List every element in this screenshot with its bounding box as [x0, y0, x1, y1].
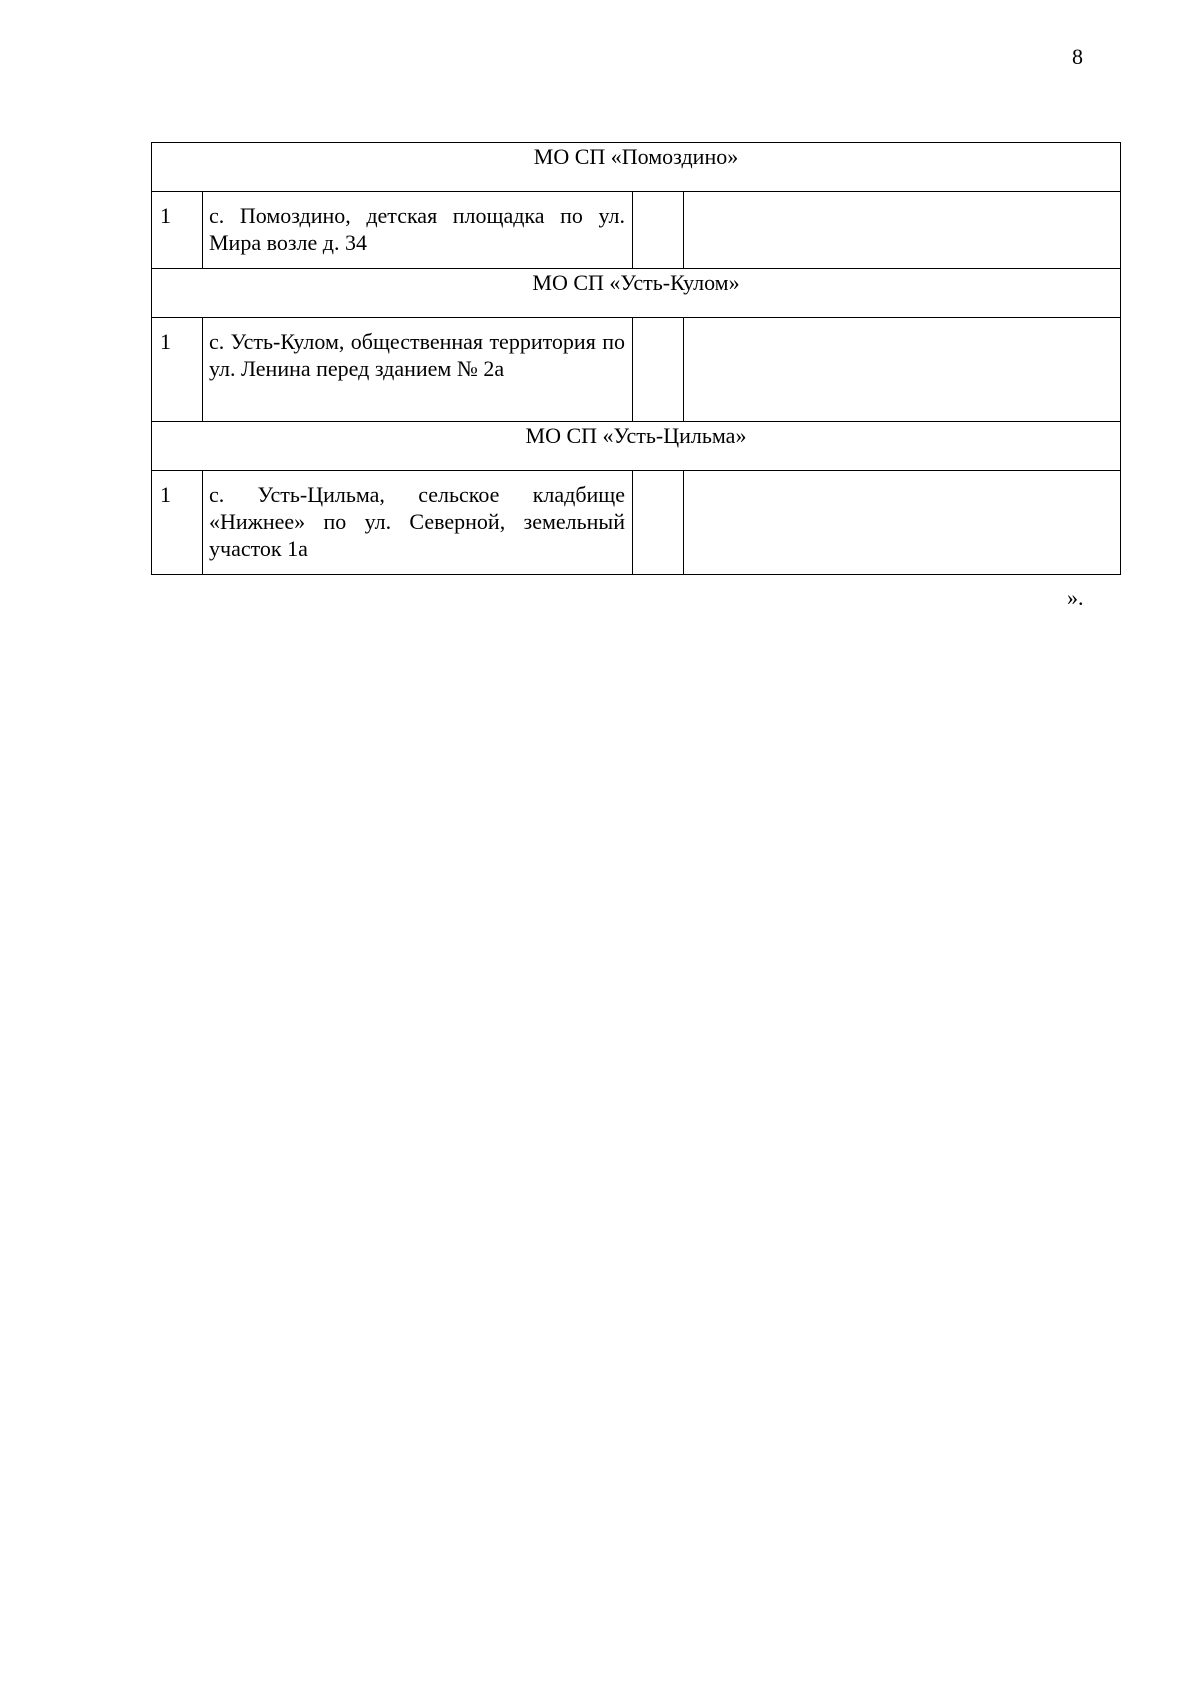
row-cell-3: [633, 318, 684, 422]
table-row: [152, 192, 1121, 269]
row-cell-3: [633, 471, 684, 575]
row-address: с. Усть-Кулом, общественная территория по ул. Ленина перед зданием № 2а: [203, 318, 633, 422]
table-row: [152, 318, 1121, 422]
row-cell-3: [633, 192, 684, 269]
group-title: МО СП «Помоздино»: [152, 143, 1121, 192]
register-table: [151, 142, 1121, 575]
row-address: с. Усть-Цильма, сельское кладбище «Нижнее» по ул. Северной, земельный участок 1а: [203, 471, 633, 575]
group-header-row: [152, 422, 1121, 471]
table-row: [152, 471, 1121, 575]
group-title: МО СП «Усть-Кулом»: [152, 269, 1121, 318]
group-header-row: [152, 269, 1121, 318]
group-header-row: [152, 143, 1121, 192]
page-number: 8: [1072, 44, 1083, 69]
row-cell-4: [684, 192, 1121, 269]
row-number: 1: [152, 471, 203, 575]
row-number: 1: [152, 192, 203, 269]
row-cell-4: [684, 318, 1121, 422]
row-address: с. Помоздино, детская площадка по ул. Мира возле д. 34: [203, 192, 633, 269]
group-title: МО СП «Усть-Цильма»: [152, 422, 1121, 471]
row-number: 1: [152, 318, 203, 422]
row-cell-4: [684, 471, 1121, 575]
closing-quote-mark: ».: [1067, 585, 1084, 610]
